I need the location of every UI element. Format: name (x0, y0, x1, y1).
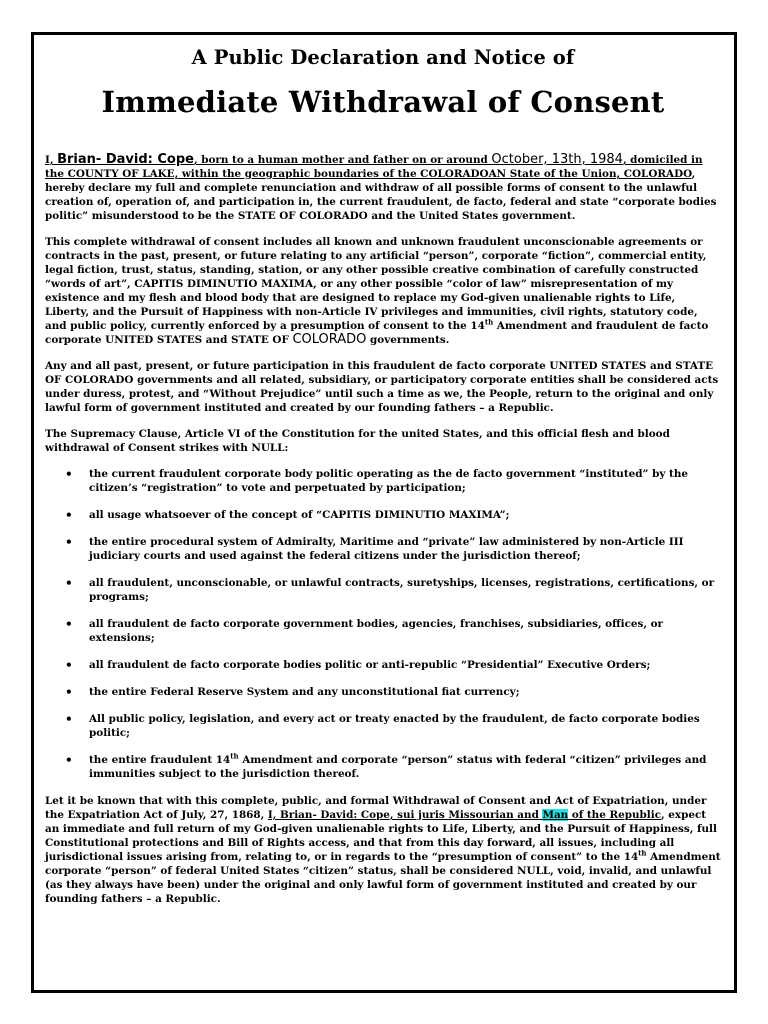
list-item-text: the entire Federal Reserve System and any unconstitutional fiat currency; (89, 686, 520, 698)
bullet-icon: • (65, 617, 73, 631)
heading-title: Immediate Withdrawal of Consent (101, 85, 665, 119)
list-item (45, 508, 721, 522)
bullet-icon: • (65, 685, 73, 699)
bullet-icon: • (65, 753, 73, 767)
list-item-text: All public policy, legislation, and every act or treaty enacted by the fraudulent, de facto corporate bodies politic; (89, 713, 700, 739)
bullet-icon: • (65, 508, 73, 522)
list-item-text: the current fraudulent corporate body politic operating as the de facto government “instituted” by the citizen’s “registration” to vote and perpetuated by participation; (89, 468, 689, 494)
paragraph-supremacy: The Supremacy Clause, Article VI of the Constitution for the united States, and this official flesh and blood withdrawal of Consent strikes with NULL: (45, 428, 670, 454)
within-text: within the geographic boundaries of the COLORADOAN State of the Union, COLORADO (178, 168, 692, 180)
list-item-text: all fraudulent de facto corporate bodies politic or anti-republic “Presidential” Executive Orders; (89, 659, 651, 671)
county-text: the COUNTY OF LAKE, (45, 168, 179, 180)
bullet-icon: • (65, 467, 73, 481)
declarant-name: Brian- David: Cope (57, 152, 194, 167)
paragraph-declaration (45, 153, 721, 223)
withdrawal-text: This complete withdrawal of consent includes all known and unknown fraudulent unconscionable agreements or contracts in the past, present, or future relating to any artificial “person”, corporate “fiction”, commercial entity, legal fiction, trust, status, standing, station, or any other possible creative combination of carefully constructed “words of art”, CAPITIS DIMINUTIO MAXIMA, or any other possible “color of law” misrepresentation of my existence and my flesh and blood body that are designed to replace my God-given unalienable rights to Life, Liberty, and the Pursuit of Happiness with non-Article IV privileges and immunities, civil rights, statutory code, and public policy, currently enforced by a presumption of consent to the 14 (45, 236, 707, 332)
signatory-underlined-2: of the Republic (568, 809, 662, 821)
bullet-icon: • (65, 576, 73, 590)
list-item (45, 712, 721, 740)
list-item (45, 535, 721, 563)
superscript: th (638, 848, 647, 858)
list-item-text: all fraudulent de facto corporate government bodies, agencies, franchises, subsidiaries, offices, or extensions; (89, 618, 664, 644)
bullet-icon: • (65, 658, 73, 672)
birth-date: October, 13th, 1984 (491, 152, 623, 167)
list-item (45, 576, 721, 604)
signatory-underlined: I, Brian- David: Cope, sui juris Missourian and (267, 809, 543, 821)
withdrawal-text-2: Amendment and fraudulent de facto corporate UNITED STATES and STATE OF (45, 320, 709, 346)
bullet-icon: • (65, 712, 73, 726)
heading-subtitle: A Public Declaration and Notice of (191, 46, 575, 69)
expatriation-text-2: , expect an immediate and full return of my God-given unalienable rights to Life, Liberty, and the Pursuit of Happiness, full Constitutional protections and Bill of Rights access, and that from this day forward, all issues, including all jurisdictional issues arising from, relating to, or in regards to the “presumption of consent” to the 14 (45, 809, 717, 863)
colorado-text: COLORADO (292, 332, 367, 347)
list-item-text: the entire procedural system of Admiralty, Maritime and “private” law administered by non-Article III judiciary courts and used against the federal citizens under the jurisdiction thereof; (89, 536, 684, 562)
list-item (45, 658, 721, 672)
withdrawal-end: governments. (366, 334, 450, 346)
list-item (45, 467, 721, 495)
superscript: th (484, 317, 494, 327)
list-item (45, 685, 721, 699)
born-text: , born to a human mother and father on or around (193, 154, 492, 166)
document (45, 40, 721, 906)
list-item (45, 753, 721, 781)
expatriation-text: Let it be known that with this complete, public, and formal Withdrawal of Consent and Act of Expatriation, under the Expatriation Act of July, 27, 1868, (45, 795, 707, 821)
superscript: th (230, 751, 239, 761)
declarant-prefix: I, (45, 154, 58, 166)
null-list (45, 467, 721, 781)
domiciled-text: , domiciled in (622, 154, 703, 166)
list-item-text-2: Amendment and corporate “person” status with federal “citizen” privileges and immunities subject to the jurisdiction thereof. (89, 754, 707, 780)
bullet-icon: • (65, 535, 73, 549)
list-item (45, 617, 721, 645)
paragraph-withdrawal (45, 235, 721, 347)
list-item-text: all fraudulent, unconscionable, or unlawful contracts, suretyships, licenses, registrations, certifications, or programs; (89, 577, 715, 603)
declaration-rest: , hereby declare my full and complete renunciation and withdraw of all possible forms of consent to the unlawful creation of, operation of, and participation in, the current fraudulent, de facto, federal and state “corporate bodies politic” misunderstood to be the STATE OF COLORADO and the United States government. (45, 168, 717, 222)
highlighted-word: Man (542, 809, 569, 821)
list-item-text: the entire fraudulent 14 (89, 754, 231, 766)
list-item-text: all usage whatsoever of the concept of “CAPITIS DIMINUTIO MAXIMA”; (89, 509, 510, 521)
paragraph-expatriation (45, 794, 721, 906)
expatriation-text-3: Amendment corporate “person” of federal United States “citizen” status, shall be considered NULL, void, invalid, and unlawful (as they always have been) under the original and only lawful form of government instituted and created by our founding fathers – a Republic. (45, 851, 721, 905)
paragraph-participation: Any and all past, present, or future participation in this fraudulent de facto corporate UNITED STATES and STATE OF COLORADO governments and all related, subsidiary, or participatory corporate entities shall be considered acts under duress, protest, and “Without Prejudice” until such a time as we, the People, return to the original and only lawful form of government instituted and created by our founding fathers – a Republic. (45, 360, 719, 414)
